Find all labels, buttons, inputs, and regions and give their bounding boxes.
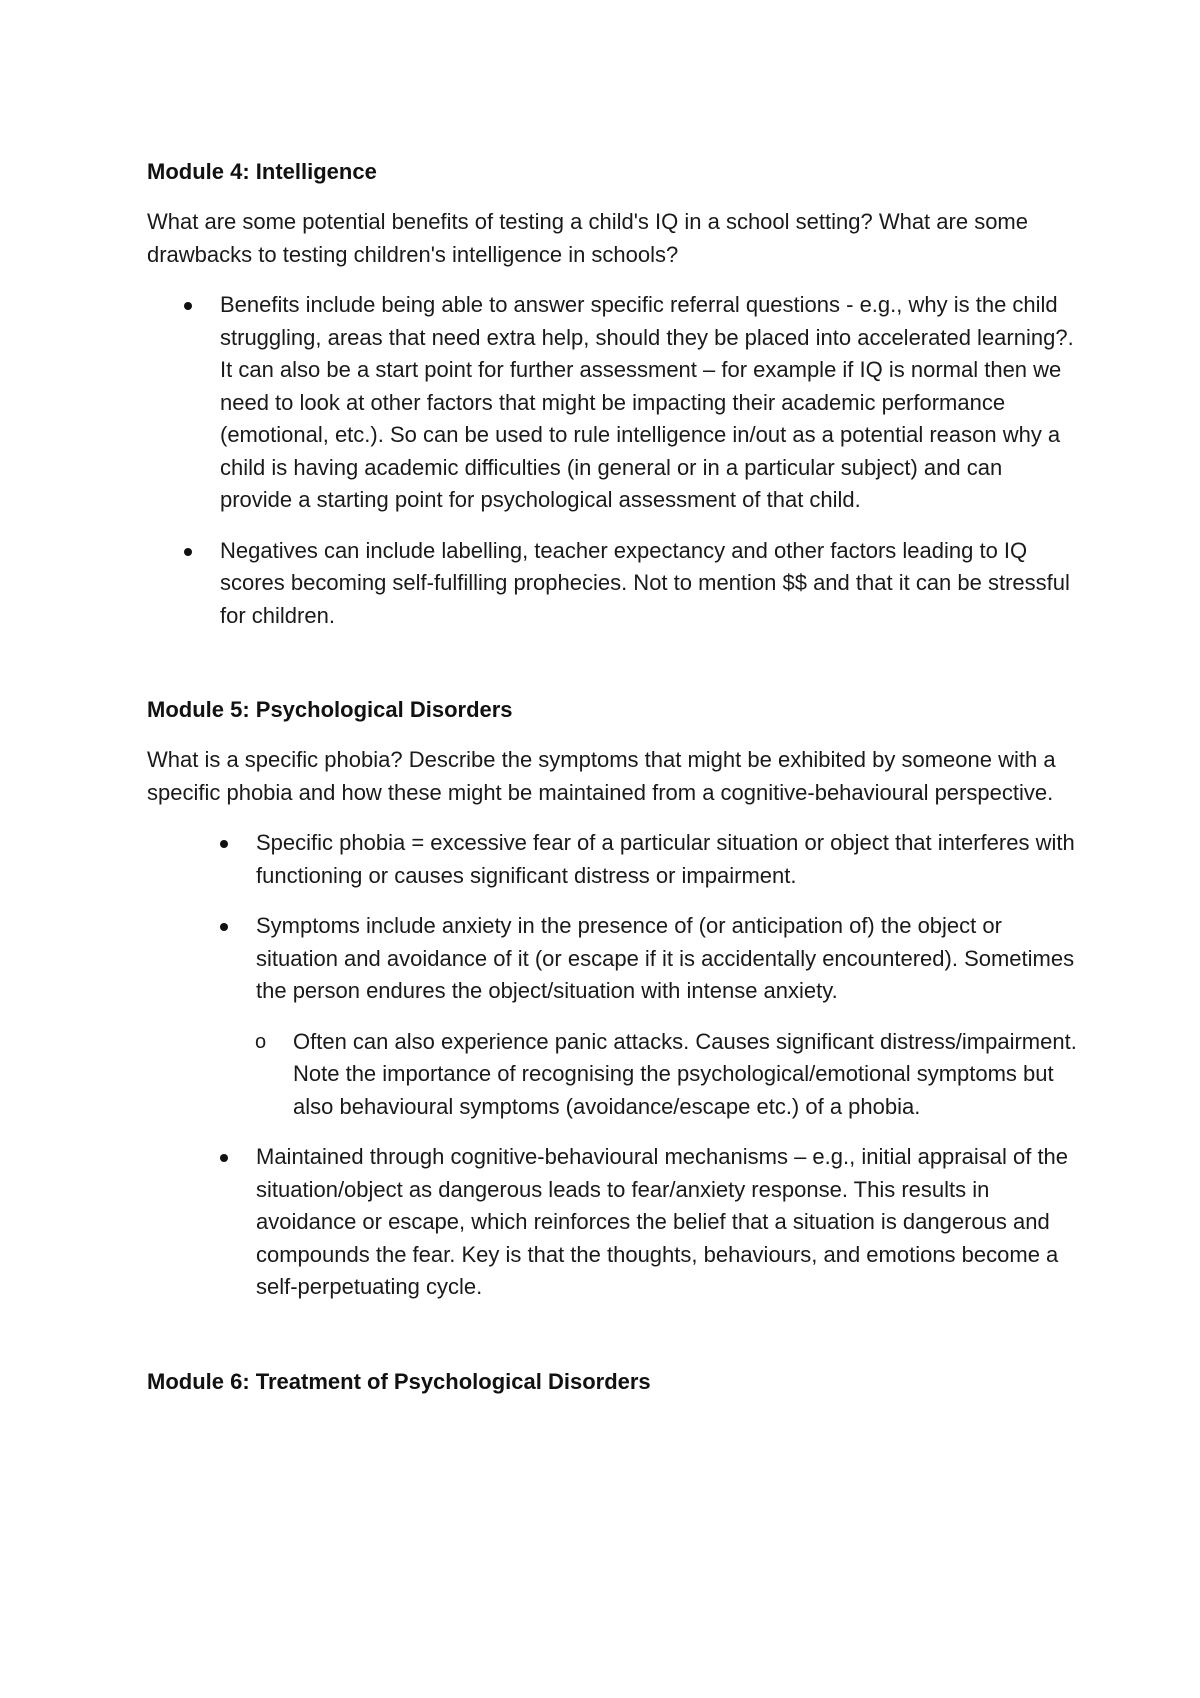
list-item (147, 535, 1077, 633)
module-6-heading: Module 6: Treatment of Psychological Disorders (147, 1368, 651, 1394)
sub-list-item-text: Often can also experience panic attacks. Causes significant distress/impairment. Note the importance of recognising the psychological/emotional symptoms but also behavioural symptoms (avoidance/escape etc.) of a phobia. (293, 1028, 1077, 1119)
module-5-heading: Module 5: Psychological Disorders (147, 697, 513, 722)
list-item (147, 827, 1077, 892)
bullet-icon (184, 302, 192, 310)
module-5-section (147, 694, 1077, 1304)
list-item-text: Specific phobia = excessive fear of a particular situation or object that interferes with functioning or causes significant distress or impairment. (256, 830, 1075, 888)
bullet-icon (220, 1154, 228, 1162)
module-4-bullet-list (147, 289, 1077, 632)
module-5-question: What is a specific phobia? Describe the symptoms that might be exhibited by someone with a specific phobia and how these might be maintained from a cognitive-behavioural perspective. (147, 747, 1056, 805)
list-item-text: Symptoms include anxiety in the presence of (or anticipation of) the object or situation and avoidance of it (or escape if it is accidentally encountered). Sometimes the person endures the object/situation with intense anxiety. (256, 913, 1075, 1003)
module-4-heading: Module 4: Intelligence (147, 159, 377, 184)
sub-list-item (147, 1026, 1077, 1124)
sub-bullet-icon: o (255, 1030, 267, 1053)
document-page (147, 156, 1077, 1398)
bullet-icon (220, 923, 228, 931)
list-item-text: Negatives can include labelling, teacher expectancy and other factors leading to IQ scores becoming self-fulfilling prophecies. Not to mention $$ and that it can be stressful for children. (220, 537, 1070, 628)
list-item-text: Benefits include being able to answer specific referral questions - e.g., why is the child struggling, areas that need extra help, should they be placed into accelerated learning?. It can also be a start point for further assessment – for example if IQ is normal then we need to look at other factors that might be impacting their academic performance (emotional, etc.). So can be used to rule intelligence in/out as a potential reason why a child is having academic difficulties (in general or in a particular subject) and can provide a starting point for psychological assessment of that child. (220, 292, 1074, 512)
bullet-icon (184, 548, 192, 556)
list-item (147, 910, 1077, 1008)
module-5-bullet-list (147, 827, 1077, 1008)
bullet-icon (220, 840, 228, 848)
list-item-text: Maintained through cognitive-behavioural mechanisms – e.g., initial appraisal of the situation/object as dangerous leads to fear/anxiety response. This results in avoidance or escape, which reinforces the belief that a situation is dangerous and compounds the fear. Key is that the thoughts, behaviours, and emotions become a self-perpetuating cycle. (256, 1144, 1069, 1299)
module-6-section (147, 1366, 1077, 1398)
section-spacer (147, 1304, 1077, 1366)
list-item (147, 1141, 1077, 1304)
section-spacer (147, 632, 1077, 694)
module-4-section (147, 156, 1077, 632)
module-4-question: What are some potential benefits of testing a child's IQ in a school setting? What are some drawbacks to testing children's intelligence in schools? (147, 209, 1028, 267)
list-item (147, 289, 1077, 517)
module-5-bullet-list-continued (147, 1141, 1077, 1304)
module-5-sub-bullet-list (147, 1026, 1077, 1124)
